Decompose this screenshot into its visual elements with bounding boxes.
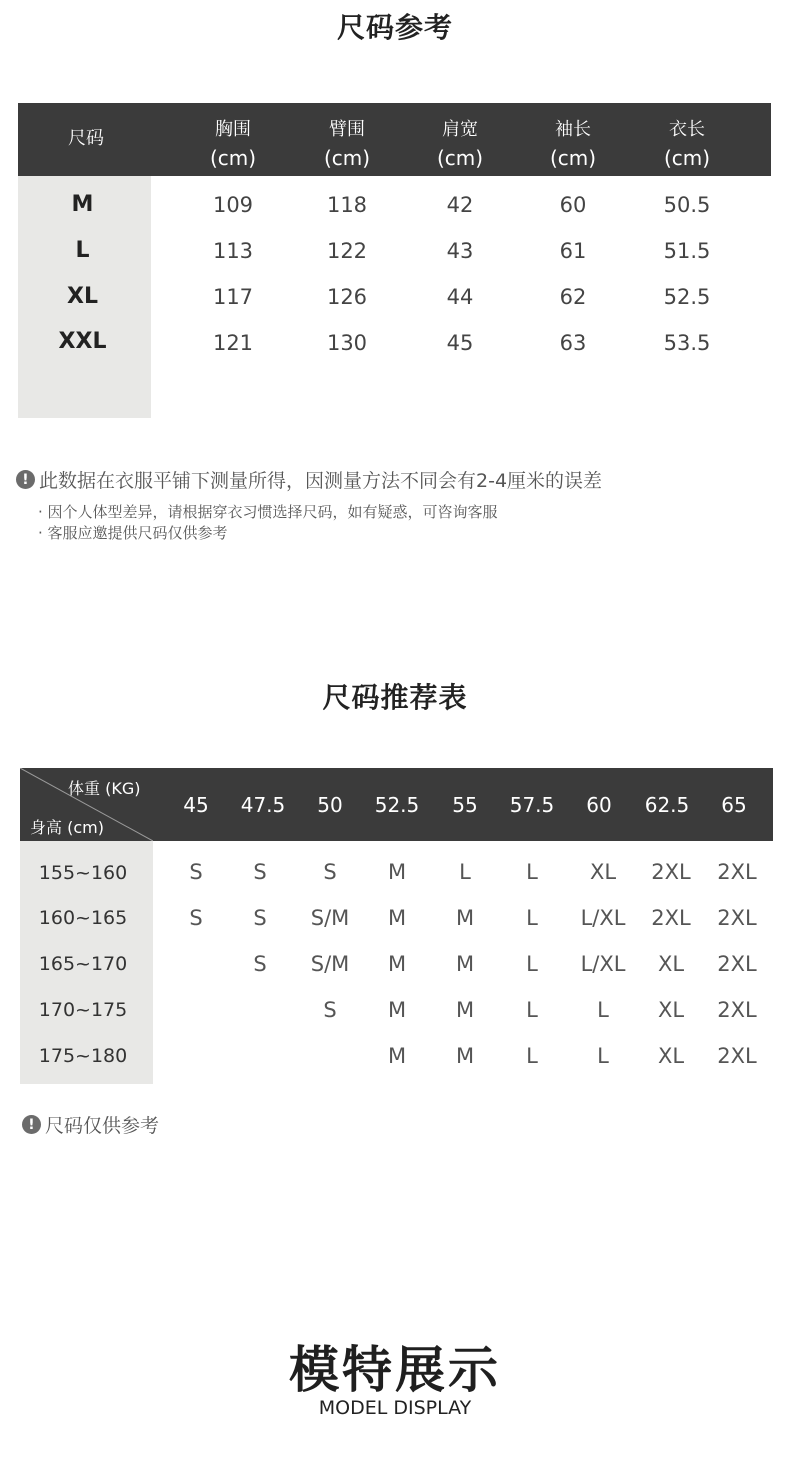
recommended-size: 2XL xyxy=(717,906,757,930)
recommended-size: XL xyxy=(657,952,685,976)
recommended-size: M xyxy=(387,998,407,1022)
table-cell: 117 xyxy=(212,285,254,309)
height-label: 170~175 xyxy=(38,999,128,1021)
recommended-size: L xyxy=(526,860,538,884)
exclamation-icon: ! xyxy=(16,470,35,489)
size-recommendation-title: 尺码推荐表 xyxy=(322,681,468,714)
table-cell: 53.5 xyxy=(663,331,711,355)
size-label: M xyxy=(71,192,94,217)
recommended-size: S xyxy=(323,998,337,1022)
table-cell: 61 xyxy=(559,239,587,263)
weight-header: 57.5 xyxy=(509,793,555,817)
recommended-size: S xyxy=(253,906,267,930)
recommended-size: 2XL xyxy=(651,860,691,884)
note-sub-1: · 因个人体型差异，请根据穿衣习惯选择尺码，如有疑惑，可咨询客服 xyxy=(38,503,498,521)
table-cell: 109 xyxy=(212,193,254,217)
recommended-size: S/M xyxy=(310,952,350,976)
recommended-size: L xyxy=(597,998,609,1022)
table-cell: 62 xyxy=(559,285,587,309)
recommended-size: XL xyxy=(657,1044,685,1068)
size-reference-title: 尺码参考 xyxy=(336,11,453,44)
recommended-size: XL xyxy=(589,860,617,884)
table-cell: 50.5 xyxy=(663,193,711,217)
recommended-size: XL xyxy=(657,998,685,1022)
recommended-size: L/XL xyxy=(580,952,626,976)
recommended-size: M xyxy=(387,952,407,976)
recommended-size: L xyxy=(459,860,471,884)
weight-axis-label: 体重 (KG) xyxy=(68,779,141,798)
weight-header: 55 xyxy=(452,793,478,817)
length-column-header: 衣长 (cm) xyxy=(663,119,711,170)
sleeve-column-header: 袖长 (cm) xyxy=(549,119,597,170)
reference-note-text: 尺码仅供参考 xyxy=(45,1115,160,1137)
exclamation-icon: ! xyxy=(22,1115,41,1134)
weight-header: 52.5 xyxy=(374,793,420,817)
recommended-size: L/XL xyxy=(580,906,626,930)
recommended-size: M xyxy=(455,1044,475,1068)
measurement-note xyxy=(16,466,602,493)
size-label: XXL xyxy=(58,329,107,354)
recommended-size: S/M xyxy=(310,906,350,930)
note-sub-2: · 客服应邀提供尺码仅供参考 xyxy=(38,524,228,542)
weight-header: 45 xyxy=(183,793,209,817)
arm-column-header: 臂围 (cm) xyxy=(323,119,371,170)
height-label: 160~165 xyxy=(38,907,128,929)
chest-column-header: 胸围 (cm) xyxy=(209,119,257,170)
shoulder-column-header: 肩宽 (cm) xyxy=(436,119,484,170)
model-display-subtitle: MODEL DISPLAY xyxy=(318,1397,472,1419)
model-display-title: 模特展示 xyxy=(289,1341,501,1399)
recommended-size: M xyxy=(387,906,407,930)
table-cell: 43 xyxy=(446,239,474,263)
table-cell: 130 xyxy=(326,331,368,355)
size-label: XL xyxy=(67,284,98,309)
reference-note xyxy=(22,1111,159,1138)
recommended-size: L xyxy=(526,906,538,930)
table-cell: 121 xyxy=(212,331,254,355)
recommended-size: L xyxy=(597,1044,609,1068)
recommended-size: 2XL xyxy=(717,952,757,976)
recommended-size: M xyxy=(455,906,475,930)
weight-header: 50 xyxy=(317,793,343,817)
recommended-size: S xyxy=(323,860,337,884)
size-label: L xyxy=(75,238,90,263)
recommended-size: M xyxy=(387,860,407,884)
recommended-size: 2XL xyxy=(651,906,691,930)
height-label: 165~170 xyxy=(38,953,128,975)
table-cell: 60 xyxy=(559,193,587,217)
weight-header: 60 xyxy=(586,793,612,817)
weight-header: 47.5 xyxy=(240,793,286,817)
recommended-size: L xyxy=(526,952,538,976)
recommended-size: 2XL xyxy=(717,1044,757,1068)
table-cell: 122 xyxy=(326,239,368,263)
recommended-size: M xyxy=(455,998,475,1022)
recommended-size: M xyxy=(387,1044,407,1068)
table-cell: 52.5 xyxy=(663,285,711,309)
table-cell: 51.5 xyxy=(663,239,711,263)
recommended-size: 2XL xyxy=(717,998,757,1022)
recommended-size: L xyxy=(526,998,538,1022)
measurement-note-text: 此数据在衣服平铺下测量所得，因测量方法不同会有2-4厘米的误差 xyxy=(39,470,603,492)
weight-header: 65 xyxy=(721,793,747,817)
size-column-header: 尺码 xyxy=(68,128,104,149)
table-cell: 118 xyxy=(326,193,368,217)
table-cell: 42 xyxy=(446,193,474,217)
height-label: 155~160 xyxy=(38,862,128,884)
table-cell: 113 xyxy=(212,239,254,263)
table-cell: 44 xyxy=(446,285,474,309)
recommended-size: S xyxy=(253,952,267,976)
weight-header: 62.5 xyxy=(644,793,690,817)
height-label: 175~180 xyxy=(38,1045,128,1067)
recommended-size: L xyxy=(526,1044,538,1068)
table-cell: 126 xyxy=(326,285,368,309)
height-axis-label: 身高 (cm) xyxy=(30,818,104,837)
recommended-size: S xyxy=(253,860,267,884)
recommended-size: S xyxy=(189,906,203,930)
table-cell: 45 xyxy=(446,331,474,355)
recommended-size: M xyxy=(455,952,475,976)
recommended-size: S xyxy=(189,860,203,884)
recommended-size: 2XL xyxy=(717,860,757,884)
table-cell: 63 xyxy=(559,331,587,355)
